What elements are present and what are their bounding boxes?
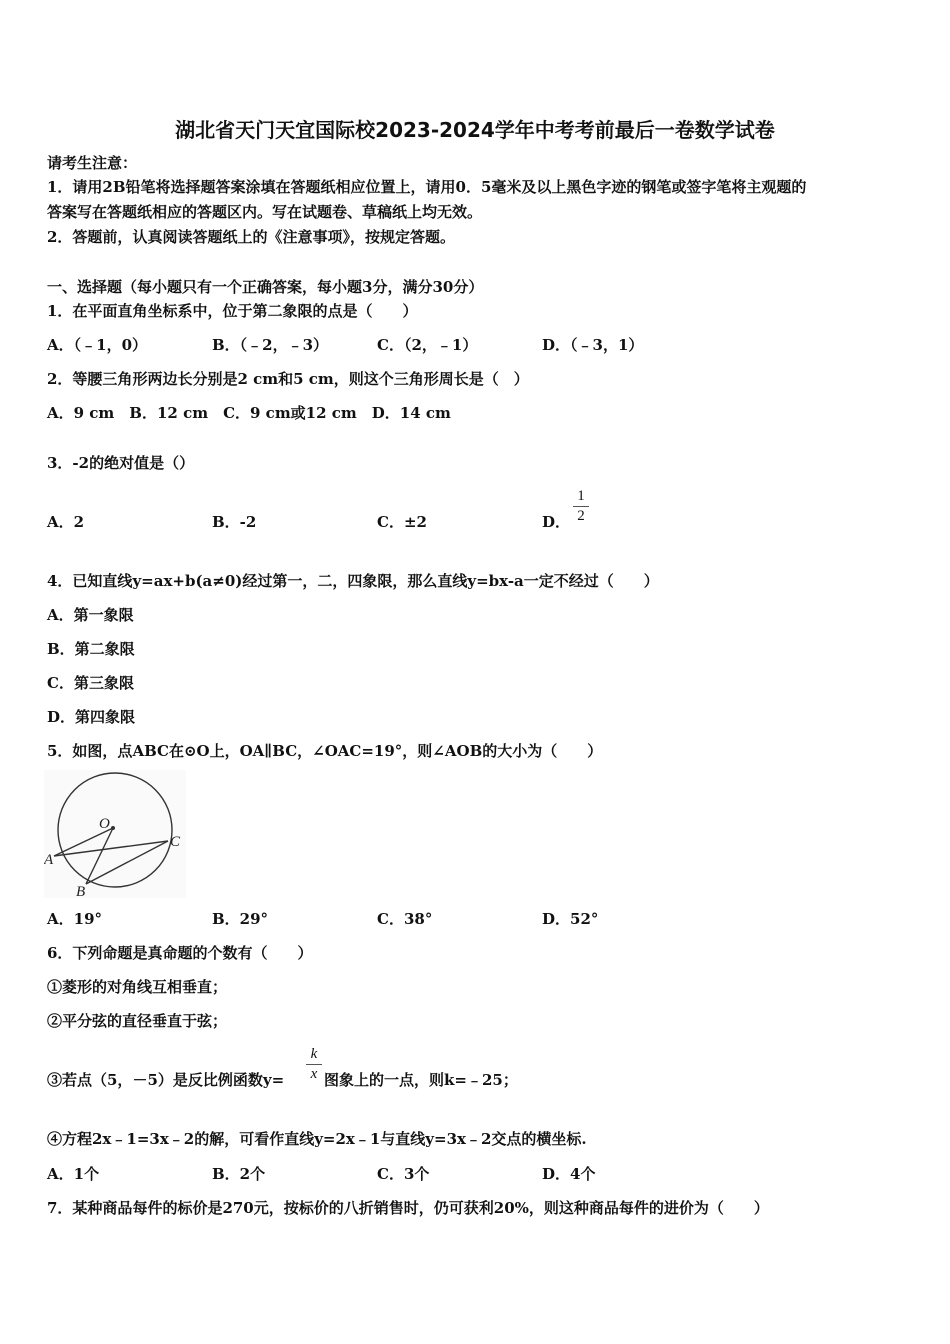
q4-option-d: D．第四象限 — [47, 708, 136, 726]
q7-stem: 7．某种商品每件的标价是270元，按标价的八折销售时，仍可获利20%，则这种商品每件的进价为（ ） — [47, 1199, 769, 1217]
notice-heading: 请考生注意： — [47, 154, 138, 172]
q6-stem: 6．下列命题是真命题的个数有（ ） — [47, 944, 313, 962]
fraction-numerator: k — [310, 1046, 318, 1062]
q6-option-b: B．2个 — [212, 1165, 266, 1183]
q1-option-b: B．（﹣2，﹣3） — [212, 336, 329, 354]
q3-option-d-fraction — [573, 488, 589, 525]
q3-option-d: D． — [542, 513, 571, 531]
label-a: A — [44, 852, 54, 868]
q6-option-d: D．4个 — [542, 1165, 596, 1183]
q3-option-b: B．-2 — [212, 513, 257, 531]
q3-stem: 3．-2的绝对值是（） — [47, 454, 195, 472]
q2-stem: 2．等腰三角形两边长分别是2 cm和5 cm，则这个三角形周长是（ ） — [47, 370, 529, 388]
q5-option-d: D．52° — [542, 910, 599, 928]
q6-option-c: C．3个 — [377, 1165, 430, 1183]
q6-proposition-1: ①菱形的对角线互相垂直； — [47, 978, 228, 996]
fraction-numerator: 1 — [577, 488, 585, 504]
q4-option-c: C．第三象限 — [47, 674, 134, 692]
q1-option-c: C．（2，﹣1） — [377, 336, 478, 354]
fraction-bar — [306, 1064, 322, 1065]
label-b: B — [76, 884, 86, 898]
notice-line-1: 1．请用2B铅笔将选择题答案涂填在答题纸相应位置上，请用0．5毫米及以上黑色字迹的钢笔或签字笔将主观题的 — [47, 178, 807, 196]
q1-option-d: D．（﹣3，1） — [542, 336, 644, 354]
q6-fraction-k-over-x — [306, 1046, 322, 1083]
fraction-denominator: x — [310, 1066, 318, 1082]
q5-option-a: A．19° — [47, 910, 103, 928]
section-heading: 一、选择题（每小题只有一个正确答案，每小题3分，满分30分） — [47, 278, 484, 296]
page-title: 湖北省天门天宜国际校2023-2024学年中考考前最后一卷数学试卷 — [175, 118, 775, 142]
circle-geometry-figure — [44, 770, 186, 898]
label-o: O — [99, 816, 110, 832]
notice-line-2: 2．答题前，认真阅读答题纸上的《注意事项》，按规定答题。 — [47, 228, 455, 246]
q1-option-a: A．（﹣1，0） — [47, 336, 148, 354]
figure-background — [44, 770, 186, 898]
q5-option-b: B．29° — [212, 910, 269, 928]
q4-option-a: A．第一象限 — [47, 606, 134, 624]
q6-proposition-4: ④方程2x﹣1=3x﹣2的解，可看作直线y=2x﹣1与直线y=3x﹣2交点的横坐标. — [47, 1130, 587, 1148]
q6-proposition-3-start: ③若点（5，－5）是反比例函数y= — [47, 1071, 285, 1089]
q1-stem: 1．在平面直角坐标系中，位于第二象限的点是（ ） — [47, 302, 418, 320]
q4-stem: 4．已知直线y=ax+b(a≠0)经过第一，二，四象限，那么直线y=bx-a一定不经过（ ） — [47, 572, 659, 590]
q5-option-c: C．38° — [377, 910, 433, 928]
q6-proposition-2: ②平分弦的直径垂直于弦； — [47, 1012, 228, 1030]
fraction-bar — [573, 506, 589, 507]
q6-proposition-3-end: 图象上的一点，则k=﹣25； — [324, 1071, 518, 1089]
q6-option-a: A．1个 — [47, 1165, 100, 1183]
q3-option-a: A．2 — [47, 513, 85, 531]
center-point — [111, 826, 115, 830]
notice-line-1-cont: 答案写在答题纸相应的答题区内。写在试题卷、草稿纸上均无效。 — [47, 203, 483, 221]
q2-options: A．9 cm B．12 cm C．9 cm或12 cm D．14 cm — [47, 404, 451, 422]
label-c: C — [170, 834, 181, 850]
q5-stem: 5．如图，点ABC在⊙O上，OA∥BC，∠OAC=19°，则∠AOB的大小为（ ） — [47, 742, 603, 760]
q4-option-b: B．第二象限 — [47, 640, 135, 658]
q3-option-c: C．±2 — [377, 513, 427, 531]
fraction-denominator: 2 — [577, 508, 585, 524]
